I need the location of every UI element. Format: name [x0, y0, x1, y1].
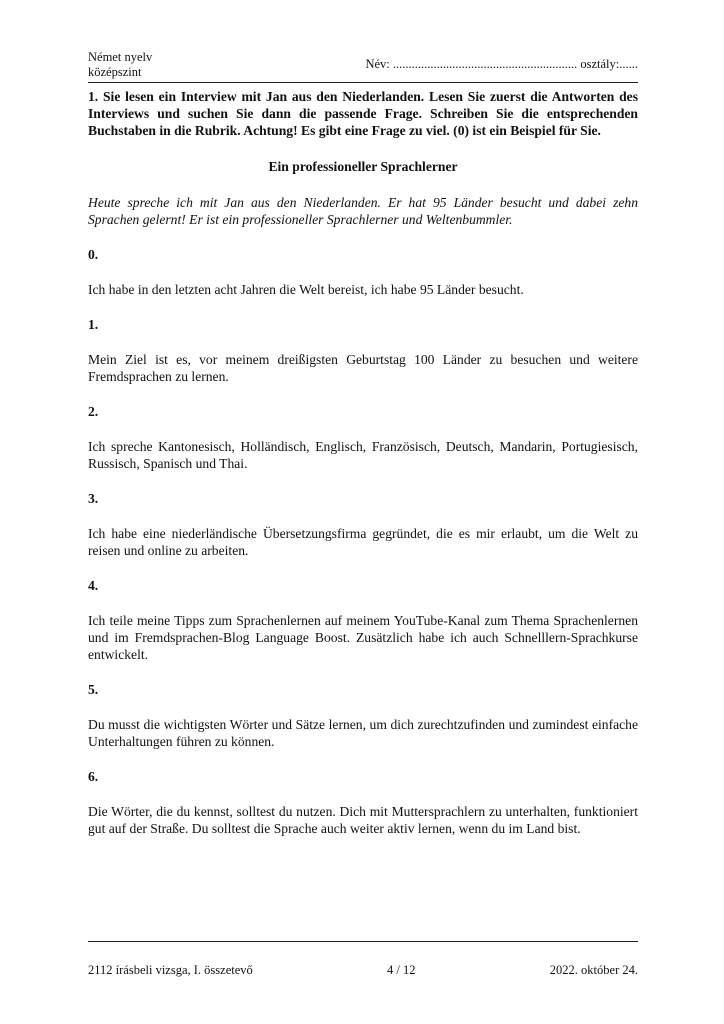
interview-item: [88, 577, 638, 663]
text-title: Ein professioneller Sprachlerner: [268, 159, 458, 174]
answer-text: Ich spreche Kantonesisch, Holländisch, Englisch, Französisch, Deutsch, Mandarin, Portugiesisch, Russisch, Spanisch und Thai.: [88, 439, 638, 471]
answer-text: Ich habe in den letzten acht Jahren die Welt bereist, ich habe 95 Länder besucht.: [88, 282, 524, 297]
interview-item: [88, 681, 638, 750]
header-subject: [88, 50, 152, 80]
subject-language: Német nyelv: [88, 50, 153, 64]
question-number: 0.: [88, 247, 99, 262]
interview-item: [88, 490, 638, 559]
interview-item: [88, 316, 638, 385]
question-number: 2.: [88, 404, 99, 419]
question-number: 1.: [88, 317, 99, 332]
answer-text: Ich habe eine niederländische Übersetzungsfirma gegründet, die es mir erlaubt, um die Welt zu reisen und online zu arbeiten.: [88, 526, 638, 558]
subject-level: középszint: [88, 65, 142, 79]
interview-item: [88, 768, 638, 837]
page-number: 4 / 12: [387, 963, 416, 977]
question-number: 4.: [88, 578, 99, 593]
answer-text: Mein Ziel ist es, vor meinem dreißigsten Geburtstag 100 Länder zu besuchen und weitere Fremdsprachen zu lernen.: [88, 352, 638, 384]
interview-item: [88, 246, 638, 298]
answer-text: Du musst die wichtigsten Wörter und Sätze lernen, um dich zurechtzufinden und zumindest einfache Unterhaltungen führen zu können.: [88, 717, 638, 749]
exam-date: 2022. október 24.: [549, 963, 638, 977]
question-number: 3.: [88, 491, 99, 506]
answer-text: Die Wörter, die du kennst, solltest du nutzen. Dich mit Muttersprachlern zu unterhalten, funktioniert gut auf der Straße. Du solltest die Sprache auch weiter aktiv lernen, wenn du im Land bist.: [88, 804, 638, 836]
footer-divider: [88, 941, 638, 942]
interview-item: [88, 403, 638, 472]
question-number: 6.: [88, 769, 99, 784]
interview-intro: Heute spreche ich mit Jan aus den Niederlanden. Er hat 95 Länder besucht und dabei zehn Sprachen gelernt! Er ist ein professioneller Sprachlerner und Weltenbummler.: [88, 195, 638, 227]
header-divider: [88, 82, 638, 83]
answer-text: Ich teile meine Tipps zum Sprachenlernen auf meinem YouTube-Kanal zum Thema Sprachenlernen und im Fremdsprachen-Blog Language Boost. Zusätzlich habe ich auch Schnelllern-Sprachkurse entwickelt.: [88, 613, 638, 662]
page-content: [88, 88, 638, 837]
task-instruction: 1. Sie lesen ein Interview mit Jan aus den Niederlanden. Lesen Sie zuerst die Antworten des Interviews und suchen Sie dann die passende Frage. Schreiben Sie die entsprechenden Buchstaben in die Rubrik. Achtung! Es gibt eine Frage zu viel. (0) ist ein Beispiel für Sie.: [88, 89, 638, 138]
page-footer: [88, 963, 638, 978]
question-number: 5.: [88, 682, 99, 697]
name-class-field: Név: ........................................................... osztály:......: [365, 57, 638, 71]
exam-identifier: 2112 írásbeli vizsga, I. összetevő: [88, 963, 253, 977]
